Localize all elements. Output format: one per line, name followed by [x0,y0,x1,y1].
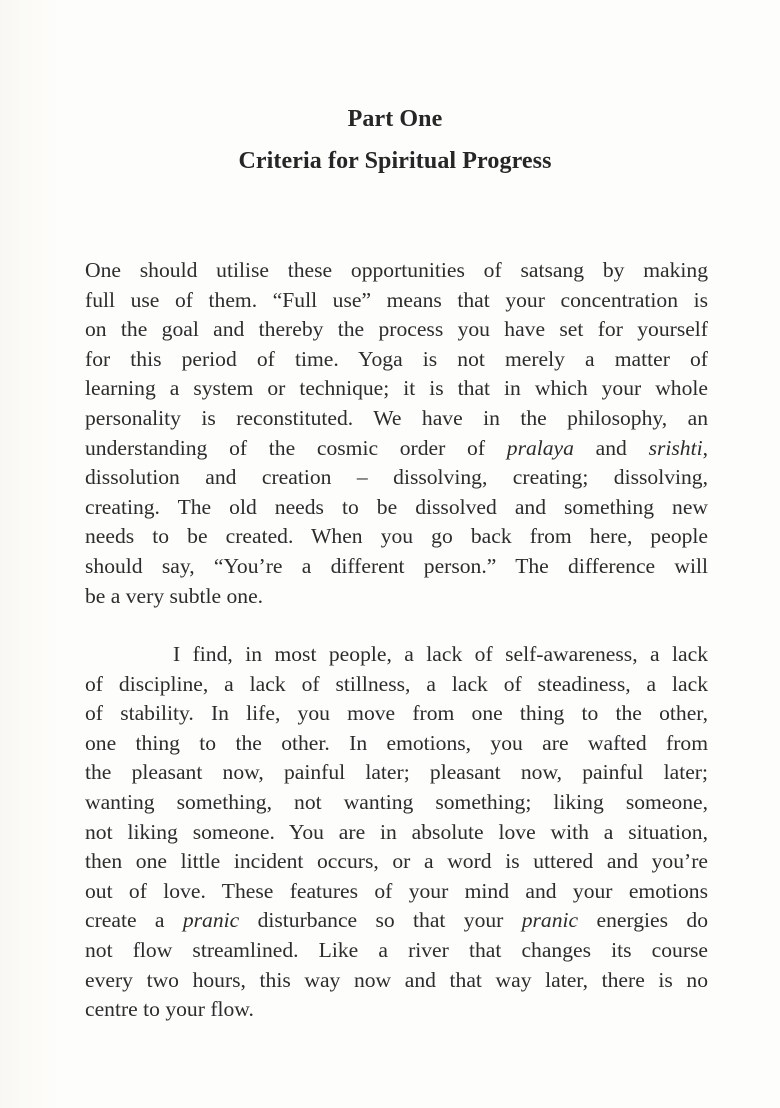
text-line: creating. The old needs to be dissolved and something new [85,494,708,519]
text-line: dissolution and creation – dissolving, creating; dissolving, [85,465,708,490]
text-line: out of love. These features of your mind and your emotions [85,878,708,903]
text-line: I find, in most people, a lack of self-awareness, a lack [173,642,708,666]
italic-term: pranic [182,908,240,933]
text-line: of stability. In life, you move from one thing to the other, [85,701,708,726]
text-line: be a very subtle one. [85,583,264,608]
text-line: of discipline, a lack of stillness, a lack of steadiness, a lack [85,671,708,696]
part-title: Part One [347,106,443,132]
paragraph-2 [85,640,708,1025]
italic-term: pranic [521,908,579,933]
text-line: needs to be created. When you go back from here, people [85,524,708,549]
text-line: centre to your flow. [85,997,254,1022]
italic-term: srishti [648,435,703,460]
italic-term: pralaya [506,435,574,460]
text-line: create a pranic disturbance so that your pranic energies do [85,908,708,933]
text-line: one thing to the other. In emotions, you are wafted from [85,730,708,755]
text-line: should say, “You’re a different person.” The difference will [85,553,708,578]
text-line: for this period of time. Yoga is not merely a matter of [85,346,708,371]
text-line: full use of them. “Full use” means that your concentration is [85,287,708,312]
text-line: then one little incident occurs, or a word is uttered and you’re [85,849,708,874]
text-line: learning a system or technique; it is that in which your whole [85,376,708,401]
text-line: the pleasant now, painful later; pleasant now, painful later; [85,760,708,785]
text-line: not liking someone. You are in absolute love with a situation, [85,819,708,844]
text-line: personality is reconstituted. We have in the philosophy, an [85,405,708,430]
text-line: One should utilise these opportunities of satsang by making [85,258,708,282]
text-line: on the goal and thereby the process you have set for yourself [85,317,708,342]
paragraph-1 [85,256,708,611]
text-line: wanting something, not wanting something; liking someone, [85,789,708,814]
text-line: understanding of the cosmic order of pralaya and srishti, [85,435,708,460]
text-line: not flow streamlined. Like a river that changes its course [85,937,708,962]
chapter-title: Criteria for Spiritual Progress [238,148,552,174]
text-line: every two hours, this way now and that way later, there is no [85,967,708,992]
